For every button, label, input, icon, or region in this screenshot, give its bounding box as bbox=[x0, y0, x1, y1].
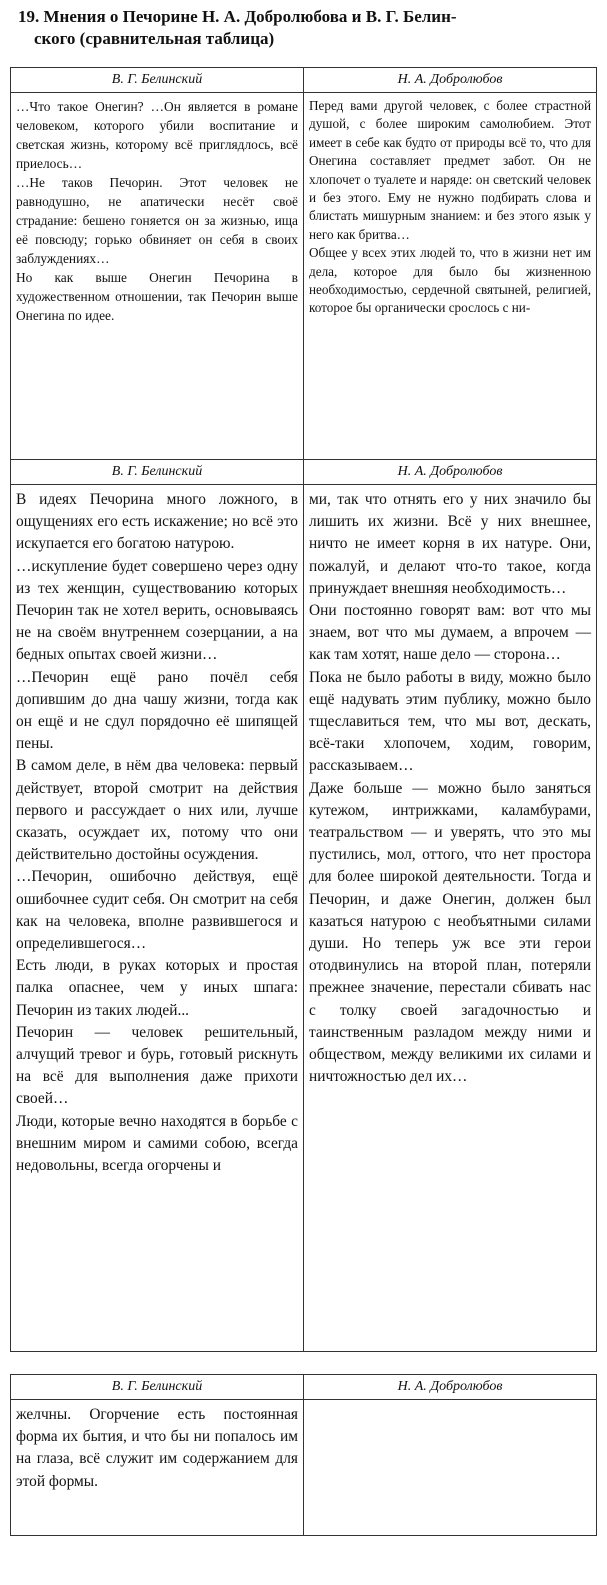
belinsky-paragraph: В идеях Печорина много ложного, в ощущениях его есть искажение; но всё это искупается его богатою натурою. bbox=[16, 491, 298, 553]
belinsky-paragraph: …Не таков Печорин. Этот человек не равнодушно, не апатически несёт своё страдание: бешено гоняется он за жизнью, ища её повсюду; горько обвиняет он себя в своих заблуждениях… bbox=[16, 175, 298, 266]
belinsky-column bbox=[11, 485, 304, 1352]
belinsky-column bbox=[11, 1400, 304, 1536]
dobrolyubov-paragraph: Даже больше — можно было заняться кутежом, интрижками, каламбурами, театральством — и уверять, что это мы пустились, мол, оттого, что нет простора для более широкой деятельности. Тогда и Печорин, и даже Онегин, должен был казаться натурою с необъятными силами души. Но теперь уж все эти герои отодвинулись на второй план, потеряли прежнее значение, перестали сбивать нас с толку своей загадочностью и таинственным разладом между ними и обществом, между великими их силами и ничтожностью дел их… bbox=[309, 779, 591, 1086]
dobrolyubov-column bbox=[304, 93, 597, 460]
page-title bbox=[18, 6, 596, 50]
header-dobrolyubov: Н. А. Добролюбов bbox=[304, 68, 597, 93]
dobrolyubov-paragraph: ми, так что отнять его у них значило бы лишить их жизни. Всё у них внешнее, ничто не имеет корня в их натуре. Они, пожалуй, и делают что-то такое, когда принуждает внешняя необходимость… bbox=[309, 491, 591, 597]
belinsky-column bbox=[11, 93, 304, 460]
belinsky-paragraph: …Печорин, ошибочно действуя, ещё ошибочнее судит себя. Он смотрит на себя как на человека, вполне развившегося и определившегося… bbox=[16, 868, 298, 953]
header-dobrolyubov: Н. А. Добролюбов bbox=[304, 460, 597, 485]
dobrolyubov-column bbox=[304, 485, 597, 1352]
dobrolyubov-paragraph: Перед вами другой человек, с более страстной душой, с более широким самолюбием. Этот имеет в себе как будто от природы всё то, что для Онегина составляет предмет забот. Он не хлопочет о туалете и наряде: он светский человек и без этого. Ему не нужно подбирать слова и блистать мишурным знанием: и без этого язык у него как бритва… bbox=[309, 98, 591, 242]
comparison-table-part-3 bbox=[10, 1374, 597, 1536]
belinsky-paragraph: Печорин — человек решительный, алчущий тревог и бурь, готовый рискнуть на всё для выполнения даже прихоти своей… bbox=[16, 1023, 298, 1108]
comparison-table-part-1 bbox=[10, 67, 597, 460]
header-dobrolyubov: Н. А. Добролюбов bbox=[304, 1375, 597, 1400]
dobrolyubov-paragraph: Они постоянно говорят вам: вот что мы знаем, вот что мы думаем, а впрочем — как там хотят, наше дело — сторона… bbox=[309, 602, 591, 664]
belinsky-paragraph: желчны. Огорчение есть постоянная форма их бытия, и что бы ни попалось им на глаза, всё служит им содержанием для этой формы. bbox=[16, 1406, 298, 1490]
belinsky-paragraph: …Печорин ещё рано почёл себя допившим до дна чашу жизни, тогда как он ещё и не сдул порядочно её шипящей пены. bbox=[16, 668, 298, 753]
title-line-2: ского (сравнительная таблица) bbox=[34, 29, 275, 48]
dobrolyubov-paragraph: Общее у всех этих людей то, что в жизни нет им дела, которое для было бы жизненною необходимостью, сердечной святыней, религией, которое бы органически срослось с ни- bbox=[309, 245, 591, 316]
belinsky-paragraph: Но как выше Онегин Печорина в художественном отношении, так Печорин выше Онегина по идее. bbox=[16, 270, 298, 323]
header-belinsky: В. Г. Белинский bbox=[11, 68, 304, 93]
empty-cell bbox=[304, 1400, 596, 1535]
header-belinsky: В. Г. Белинский bbox=[11, 460, 304, 485]
belinsky-paragraph: Люди, которые вечно находятся в борьбе с внешним миром и самими собою, всегда недовольны, всегда огорчены и bbox=[16, 1112, 298, 1175]
title-line-1: 19. Мнения о Печорине Н. А. Добролюбова и В. Г. Белин- bbox=[18, 7, 457, 26]
belinsky-paragraph: Есть люди, в руках которых и простая палка опаснее, чем у иных шпага: Печорин из таких людей... bbox=[16, 957, 298, 1019]
belinsky-paragraph: В самом деле, в нём два человека: первый действует, второй смотрит на действия первого и рассуждает о них или, лучше сказать, осуждает их, потому что они действительно достойны осуждения. bbox=[16, 757, 298, 864]
comparison-table-part-2 bbox=[10, 459, 597, 1352]
header-belinsky: В. Г. Белинский bbox=[11, 1375, 304, 1400]
belinsky-paragraph: …Что такое Онегин? …Он является в романе человеком, которого убили воспитание и светская жизнь, которому всё приглядлось, всё приелось… bbox=[16, 99, 298, 171]
dobrolyubov-column bbox=[304, 1400, 597, 1536]
dobrolyubov-paragraph: Пока не было работы в виду, можно было ещё надувать этим публику, можно было тщеславиться тем, что мы вот, дескать, всё-таки хлопочем, ходим, говорим, рассказываем… bbox=[309, 668, 591, 775]
belinsky-paragraph: …искупление будет совершено через одну из тех женщин, существованию которых Печорин так не хотел верить, основываясь не на своём внутреннем созерцании, а на бедных опытах своей жизни… bbox=[16, 557, 298, 664]
